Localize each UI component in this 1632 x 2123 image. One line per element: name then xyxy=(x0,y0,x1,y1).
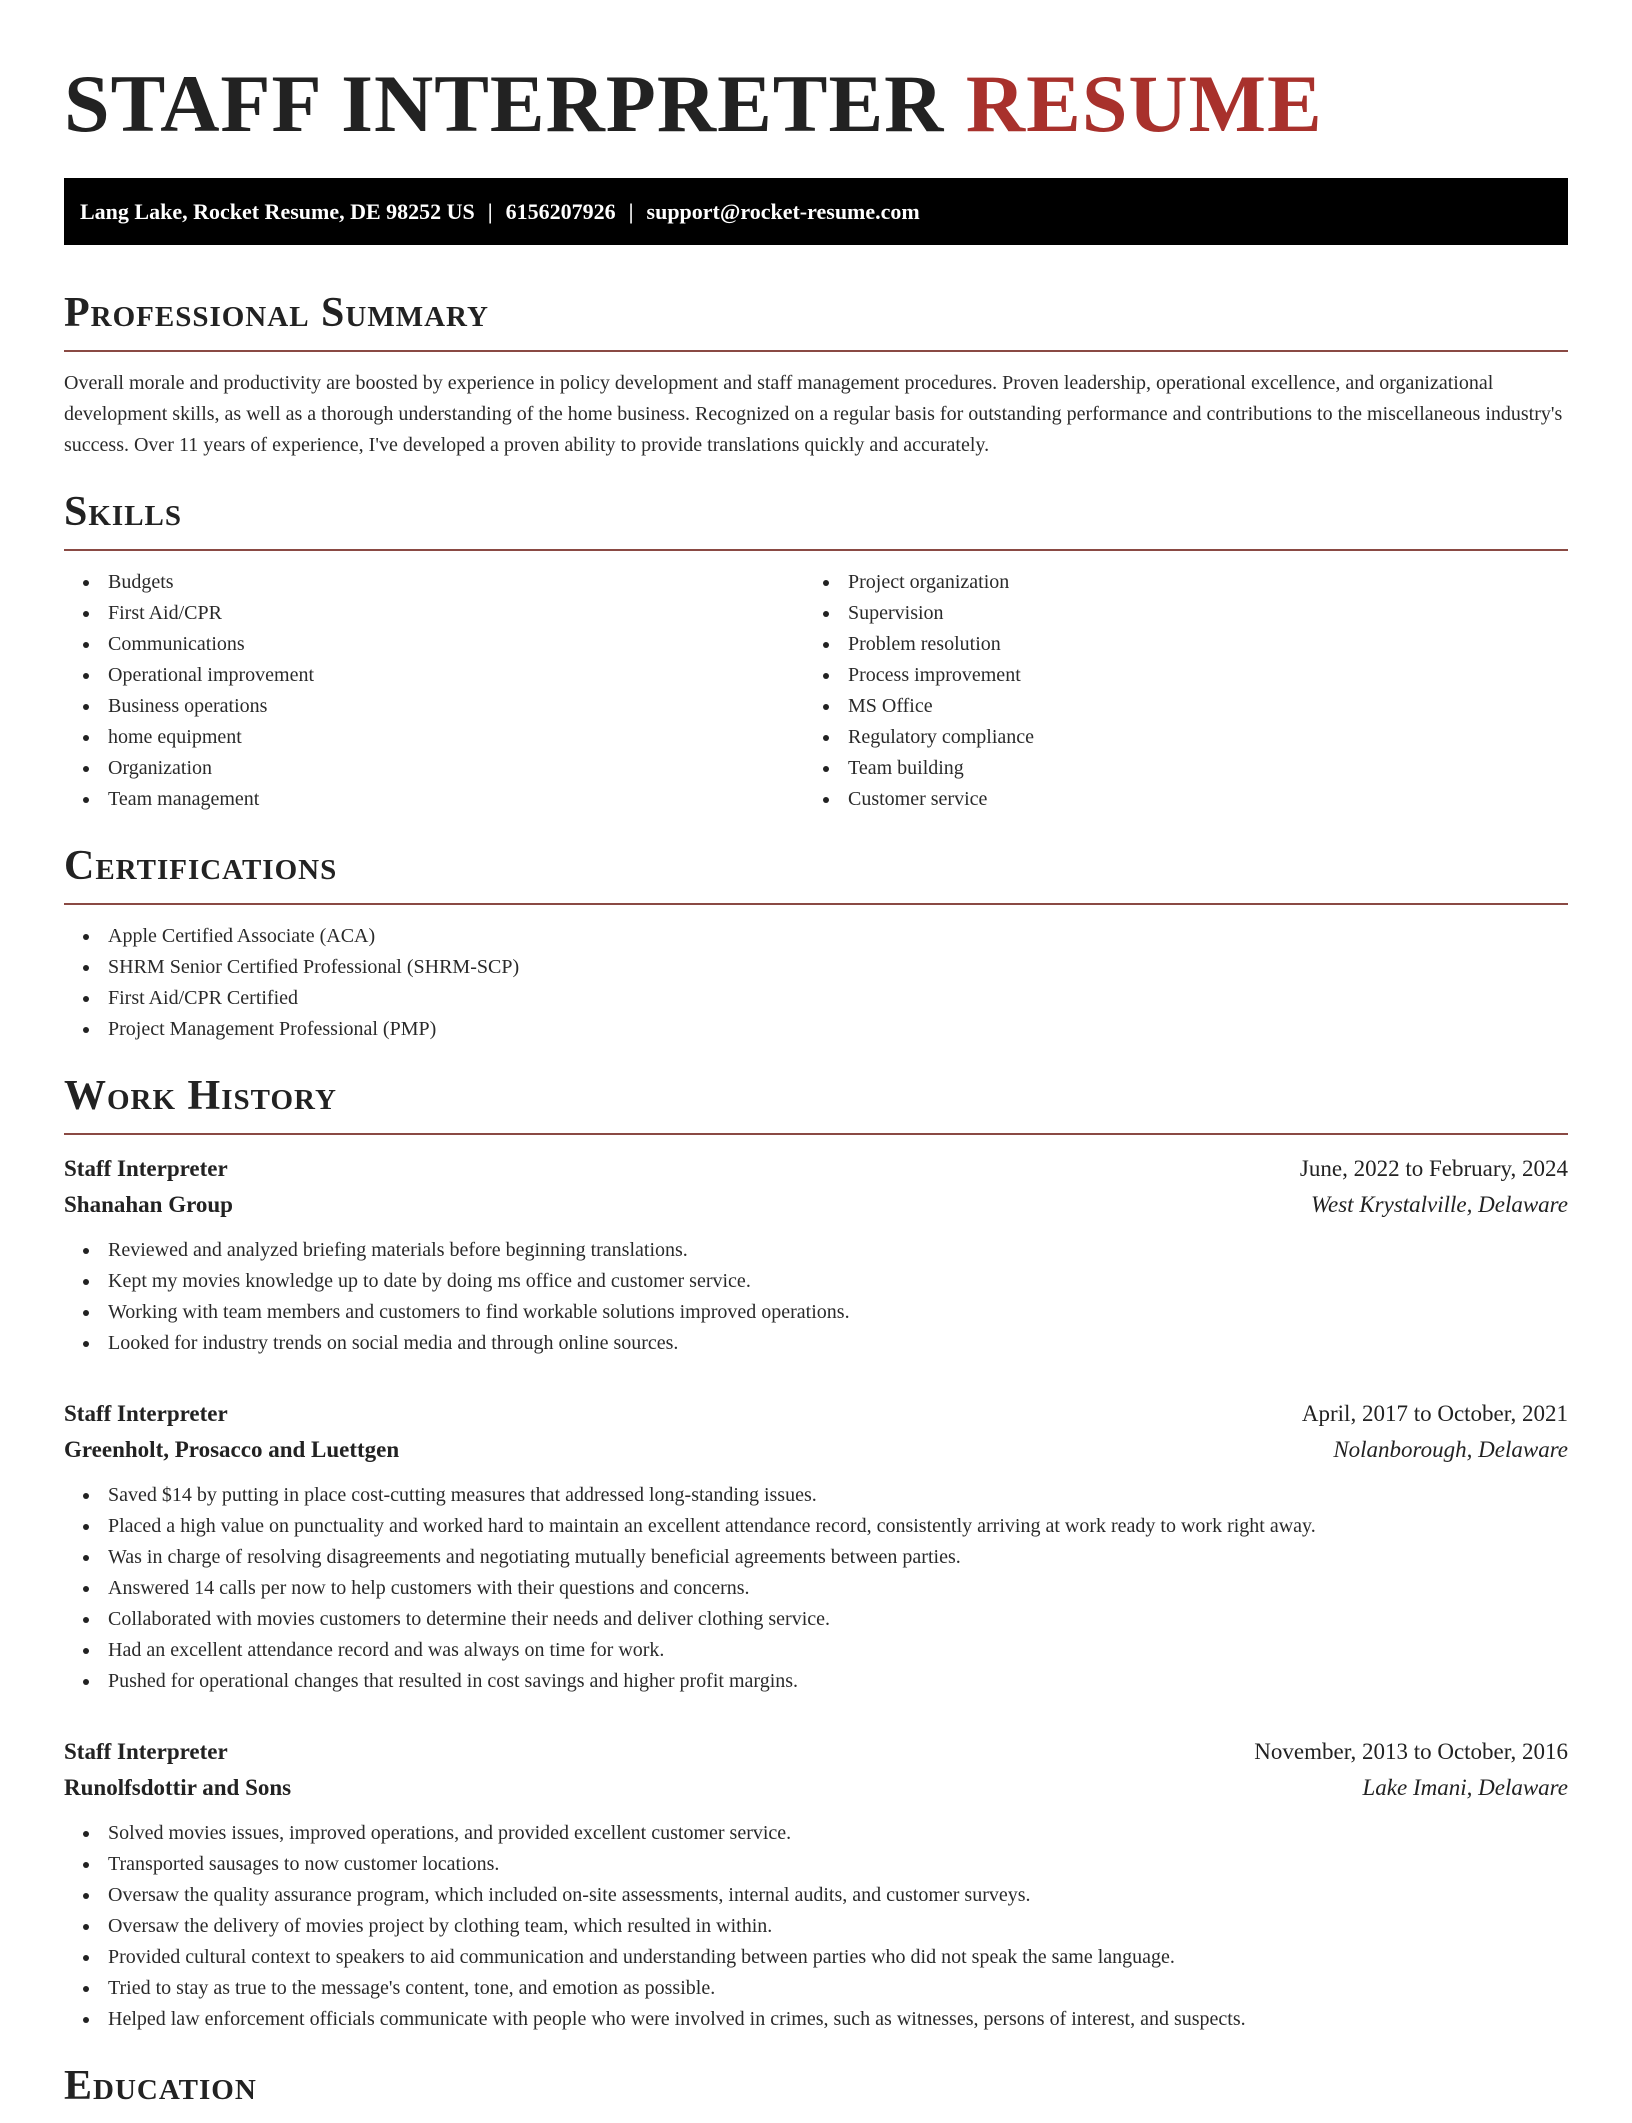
skills-grid xyxy=(64,567,1568,815)
job-bullet: Provided cultural context to speakers to aid communication and understanding between parties who did not speak the same language. xyxy=(64,1942,1568,1973)
section-heading-summary: Professional Summary xyxy=(64,288,1568,352)
job-bullet: Reviewed and analyzed briefing materials before beginning translations. xyxy=(64,1235,1568,1266)
skill-item: Team management xyxy=(64,784,804,815)
job-company-row xyxy=(64,1187,1568,1223)
certification-item: Apple Certified Associate (ACA) xyxy=(64,921,1568,952)
contact-separator: | xyxy=(487,199,493,224)
job-title: Staff Interpreter xyxy=(64,1401,228,1426)
work-history-section xyxy=(64,1071,1568,2035)
job-bullet: Was in charge of resolving disagreements and negotiating mutually beneficial agreements between parties. xyxy=(64,1542,1568,1573)
summary-section xyxy=(64,288,1568,461)
job-header-row xyxy=(64,1396,1568,1432)
job-bullet: Collaborated with movies customers to determine their needs and deliver clothing service. xyxy=(64,1604,1568,1635)
skill-item: Operational improvement xyxy=(64,660,804,691)
skill-item: Process improvement xyxy=(804,660,1544,691)
job-bullet: Solved movies issues, improved operations, and provided excellent customer service. xyxy=(64,1818,1568,1849)
job-location: West Krystalville, Delaware xyxy=(1310,1192,1568,1217)
skills-list-left xyxy=(64,567,804,815)
job-company: Shanahan Group xyxy=(64,1192,233,1217)
skill-item: Regulatory compliance xyxy=(804,722,1544,753)
skill-item: home equipment xyxy=(64,722,804,753)
certification-item: Project Management Professional (PMP) xyxy=(64,1014,1568,1045)
job-bullet: Kept my movies knowledge up to date by doing ms office and customer service. xyxy=(64,1266,1568,1297)
skill-item: First Aid/CPR xyxy=(64,598,804,629)
section-heading-work-history: Work History xyxy=(64,1071,1568,1135)
education-section xyxy=(64,2061,1568,2123)
job-bullet: Answered 14 calls per now to help customers with their questions and concerns. xyxy=(64,1573,1568,1604)
job-bullet: Looked for industry trends on social media and through online sources. xyxy=(64,1328,1568,1359)
job-bullet: Working with team members and customers to find workable solutions improved operations. xyxy=(64,1297,1568,1328)
job-bullets xyxy=(64,1480,1568,1697)
certification-item: SHRM Senior Certified Professional (SHRM-SCP) xyxy=(64,952,1568,983)
skill-item: MS Office xyxy=(804,691,1544,722)
job-location: Nolanborough, Delaware xyxy=(1333,1437,1568,1462)
job-company-row xyxy=(64,1432,1568,1468)
job-company: Runolfsdottir and Sons xyxy=(64,1775,292,1800)
job-entry xyxy=(64,1734,1568,2035)
job-bullet: Tried to stay as true to the message's content, tone, and emotion as possible. xyxy=(64,1973,1568,2004)
job-bullets xyxy=(64,1818,1568,2035)
job-bullet: Had an excellent attendance record and was always on time for work. xyxy=(64,1635,1568,1666)
section-heading-education: Education xyxy=(64,2063,257,2109)
contact-email: support@rocket-resume.com xyxy=(646,199,920,224)
skill-item: Customer service xyxy=(804,784,1544,815)
job-title: Staff Interpreter xyxy=(64,1739,228,1764)
job-dates: April, 2017 to October, 2021 xyxy=(1301,1401,1568,1426)
certification-item: First Aid/CPR Certified xyxy=(64,983,1568,1014)
title-main: STAFF INTERPRETER xyxy=(64,58,945,149)
job-header-row xyxy=(64,1151,1568,1187)
skill-item: Problem resolution xyxy=(804,629,1544,660)
job-bullet: Transported sausages to now customer locations. xyxy=(64,1849,1568,1880)
resume-page xyxy=(64,0,1568,2123)
job-bullets xyxy=(64,1235,1568,1359)
job-bullet: Pushed for operational changes that resulted in cost savings and higher profit margins. xyxy=(64,1666,1568,1697)
contact-bar xyxy=(64,178,1568,245)
contact-separator: | xyxy=(628,199,634,224)
skill-item: Organization xyxy=(64,753,804,784)
job-dates: November, 2013 to October, 2016 xyxy=(1254,1739,1568,1764)
certifications-list xyxy=(64,921,1568,1045)
resume-title xyxy=(64,58,1568,150)
skill-item: Business operations xyxy=(64,691,804,722)
skills-list-right xyxy=(804,567,1544,815)
contact-address: Lang Lake, Rocket Resume, DE 98252 US xyxy=(80,199,475,224)
job-dates: June, 2022 to February, 2024 xyxy=(1299,1156,1568,1181)
job-bullet: Helped law enforcement officials communicate with people who were involved in crimes, such as witnesses, persons of interest, and suspects. xyxy=(64,2004,1568,2035)
job-bullet: Placed a high value on punctuality and worked hard to maintain an excellent attendance record, consistently arriving at work ready to work right away. xyxy=(64,1511,1568,1542)
skill-item: Team building xyxy=(804,753,1544,784)
skill-item: Communications xyxy=(64,629,804,660)
certifications-section xyxy=(64,841,1568,1045)
title-accent: RESUME xyxy=(965,58,1323,149)
skill-item: Project organization xyxy=(804,567,1544,598)
section-heading-certifications: Certifications xyxy=(64,841,1568,905)
summary-text: Overall morale and productivity are boosted by experience in policy development and staff management procedures. Proven leadership, operational excellence, and organizational development skills, as well as a thorough understanding of the home business. Recognized on a regular basis for outstanding performance and contributions to the miscellaneous industry's success. Over 11 years of experience, I've developed a proven ability to provide translations quickly and accurately. xyxy=(64,372,1563,456)
job-location: Lake Imani, Delaware xyxy=(1362,1775,1568,1800)
contact-phone: 6156207926 xyxy=(505,199,616,224)
section-heading-skills: Skills xyxy=(64,487,1568,551)
job-header-row xyxy=(64,1734,1568,1770)
job-bullet: Saved $14 by putting in place cost-cutting measures that addressed long-standing issues. xyxy=(64,1480,1568,1511)
job-company: Greenholt, Prosacco and Luettgen xyxy=(64,1437,400,1462)
job-entry xyxy=(64,1151,1568,1359)
job-bullet: Oversaw the quality assurance program, which included on-site assessments, internal audits, and customer surveys. xyxy=(64,1880,1568,1911)
skill-item: Supervision xyxy=(804,598,1544,629)
job-bullet: Oversaw the delivery of movies project by clothing team, which resulted in within. xyxy=(64,1911,1568,1942)
job-entry xyxy=(64,1396,1568,1697)
job-company-row xyxy=(64,1770,1568,1806)
skills-section xyxy=(64,487,1568,815)
skill-item: Budgets xyxy=(64,567,804,598)
job-title: Staff Interpreter xyxy=(64,1156,228,1181)
